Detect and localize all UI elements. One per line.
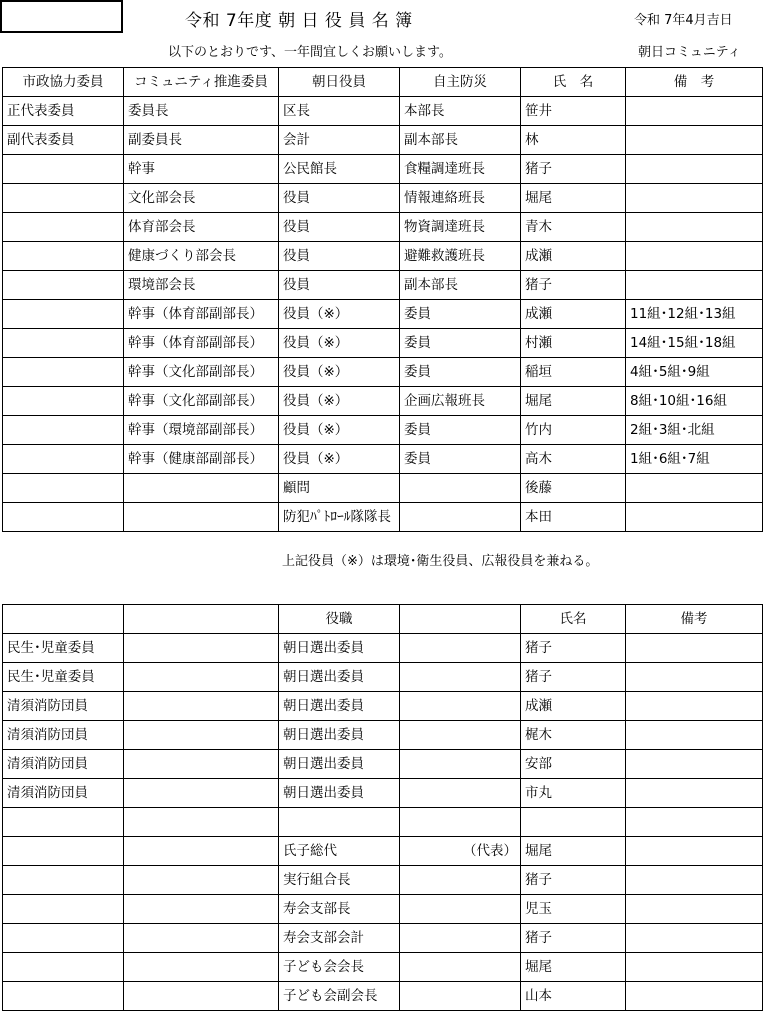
committee-cell: 猪子 (521, 663, 626, 692)
officer-cell: 情報連絡班長 (400, 184, 521, 213)
officer-cell: 役員（※） (279, 445, 400, 474)
committee-cell (3, 953, 124, 982)
issue-date: 令和 7年4月吉日 (634, 13, 733, 28)
committee-cell (3, 837, 124, 866)
committee-cell (124, 634, 279, 663)
officer-cell (626, 474, 763, 503)
officer-cell: 副代表委員 (3, 126, 124, 155)
officer-cell: 青木 (521, 213, 626, 242)
officer-cell: 役員（※） (279, 329, 400, 358)
officer-row (3, 329, 763, 358)
committee-cell: 朝日選出委員 (279, 779, 400, 808)
officer-row (3, 97, 763, 126)
officer-row (3, 474, 763, 503)
officer-cell: 役員（※） (279, 387, 400, 416)
committee-cell: 清須消防団員 (3, 721, 124, 750)
committee-header-cell: 備考 (626, 605, 763, 634)
officer-cell (3, 503, 124, 532)
officer-cell: 役員（※） (279, 358, 400, 387)
committee-cell (626, 924, 763, 953)
officer-cell (3, 387, 124, 416)
committee-cell (626, 692, 763, 721)
committee-cell (626, 634, 763, 663)
officer-cell: 会計 (279, 126, 400, 155)
officer-cell (626, 503, 763, 532)
officer-cell: 成瀬 (521, 300, 626, 329)
page-title: 令和 7年度 朝 日 役 員 名 簿 (185, 11, 413, 31)
committee-cell (626, 866, 763, 895)
officer-cell: 企画広報班長 (400, 387, 521, 416)
officer-row (3, 155, 763, 184)
officer-cell: 区長 (279, 97, 400, 126)
committee-cell (124, 721, 279, 750)
committee-cell: 朝日選出委員 (279, 721, 400, 750)
officer-cell (626, 213, 763, 242)
committee-header-cell: 役職 (279, 605, 400, 634)
blank-label-box (0, 0, 123, 33)
committee-cell (626, 953, 763, 982)
organization-name: 朝日コミュニティ (638, 45, 741, 60)
officer-cell: 食糧調達班長 (400, 155, 521, 184)
officer-cell: 副本部長 (400, 126, 521, 155)
committee-cell (124, 953, 279, 982)
committee-cell (3, 895, 124, 924)
officer-cell: 役員 (279, 271, 400, 300)
committee-cell: 清須消防団員 (3, 692, 124, 721)
committee-row (3, 866, 763, 895)
committee-cell (400, 692, 521, 721)
officer-cell: 猪子 (521, 271, 626, 300)
committee-cell (626, 895, 763, 924)
committee-cell: 児玉 (521, 895, 626, 924)
officer-row (3, 300, 763, 329)
committee-row (3, 953, 763, 982)
committee-row (3, 779, 763, 808)
officer-cell: 体育部会長 (124, 213, 279, 242)
committee-cell: 実行組合長 (279, 866, 400, 895)
officer-cell: 役員（※） (279, 300, 400, 329)
committee-header-cell (400, 605, 521, 634)
officer-header-cell: 備 考 (626, 68, 763, 97)
table-note: 上記役員（※）は環境･衛生役員、広報役員を兼ねる。 (282, 554, 599, 569)
committee-cell (400, 808, 521, 837)
officer-cell (3, 271, 124, 300)
officer-row (3, 126, 763, 155)
officer-cell: 14組･15組･18組 (626, 329, 763, 358)
committee-row (3, 924, 763, 953)
committee-header-cell (3, 605, 124, 634)
committee-cell (124, 750, 279, 779)
committee-cell (400, 837, 521, 866)
officer-cell: 11組･12組･13組 (626, 300, 763, 329)
officer-cell: 防犯ﾊﾟﾄﾛｰﾙ隊隊長 (279, 503, 400, 532)
officer-cell: 幹事（環境部副部長） (124, 416, 279, 445)
officer-row (3, 271, 763, 300)
officer-row (3, 213, 763, 242)
committee-cell: 清須消防団員 (3, 750, 124, 779)
committee-cell (3, 808, 124, 837)
officer-cell: 4組･5組･9組 (626, 358, 763, 387)
committee-cell (124, 895, 279, 924)
officer-cell: 幹事（健康部副部長） (124, 445, 279, 474)
officer-cell: 幹事（文化部副部長） (124, 358, 279, 387)
officer-row (3, 503, 763, 532)
officer-cell: 1組･6組･7組 (626, 445, 763, 474)
officer-row (3, 387, 763, 416)
committee-cell (626, 721, 763, 750)
committee-cell (124, 982, 279, 1011)
officer-cell: 後藤 (521, 474, 626, 503)
committee-cell (400, 924, 521, 953)
officer-cell: 本田 (521, 503, 626, 532)
committee-cell (400, 663, 521, 692)
committee-cell (400, 953, 521, 982)
committee-cell: 梶木 (521, 721, 626, 750)
officer-cell (3, 184, 124, 213)
committee-cell (626, 837, 763, 866)
committee-cell: 子ども会副会長 (279, 982, 400, 1011)
officer-cell: 正代表委員 (3, 97, 124, 126)
committee-cell: 民生･児童委員 (3, 663, 124, 692)
committee-cell (124, 779, 279, 808)
officer-header-cell: 自主防災 (400, 68, 521, 97)
officer-cell: 2組･3組･北組 (626, 416, 763, 445)
committee-cell: 朝日選出委員 (279, 750, 400, 779)
officer-cell: 成瀬 (521, 242, 626, 271)
officer-cell: 幹事（体育部副部長） (124, 329, 279, 358)
committee-cell: 猪子 (521, 924, 626, 953)
officer-row (3, 445, 763, 474)
committee-cell (3, 924, 124, 953)
officer-cell (400, 474, 521, 503)
page-subtitle: 以下のとおりです、一年間宜しくお願いします。 (168, 45, 452, 60)
officer-cell: 委員 (400, 329, 521, 358)
committee-cell: 民生･児童委員 (3, 634, 124, 663)
committee-row (3, 837, 763, 866)
officer-cell: 副本部長 (400, 271, 521, 300)
officer-cell: 堀尾 (521, 387, 626, 416)
committee-cell: 寿会支部会計 (279, 924, 400, 953)
committee-cell (400, 866, 521, 895)
committee-cell (124, 837, 279, 866)
officer-header-cell: コミュニティ推進委員 (124, 68, 279, 97)
officer-cell: 委員 (400, 445, 521, 474)
officer-cell (124, 503, 279, 532)
committee-row (3, 721, 763, 750)
officer-cell (3, 300, 124, 329)
committee-cell: 子ども会会長 (279, 953, 400, 982)
committee-cell: 堀尾 (521, 953, 626, 982)
committee-cell (124, 808, 279, 837)
officer-header-cell: 市政協力委員 (3, 68, 124, 97)
officer-cell: 堀尾 (521, 184, 626, 213)
officer-header-cell: 朝日役員 (279, 68, 400, 97)
committee-cell: 朝日選出委員 (279, 634, 400, 663)
committee-cell: 猪子 (521, 866, 626, 895)
committee-row (3, 982, 763, 1011)
committee-cell (626, 982, 763, 1011)
representative-tag: （代表） (463, 843, 517, 859)
committee-roster-table (2, 604, 763, 1011)
committee-cell (400, 721, 521, 750)
officer-cell: 高木 (521, 445, 626, 474)
officer-cell (626, 126, 763, 155)
officer-cell: 公民館長 (279, 155, 400, 184)
committee-cell (3, 866, 124, 895)
committee-cell: 市丸 (521, 779, 626, 808)
officer-row (3, 358, 763, 387)
committee-cell (3, 982, 124, 1011)
committee-cell (124, 866, 279, 895)
committee-header-row (3, 605, 763, 634)
officer-cell (626, 97, 763, 126)
officer-cell: 健康づくり部会長 (124, 242, 279, 271)
committee-cell: 氏子総代 (279, 837, 400, 866)
officer-cell: 本部長 (400, 97, 521, 126)
officer-cell (626, 271, 763, 300)
committee-header-cell (124, 605, 279, 634)
officer-cell: 幹事（体育部副部長） (124, 300, 279, 329)
officer-cell (3, 358, 124, 387)
committee-row (3, 750, 763, 779)
committee-row (3, 663, 763, 692)
committee-cell: 朝日選出委員 (279, 663, 400, 692)
officer-cell (3, 329, 124, 358)
committee-row (3, 808, 763, 837)
committee-cell (124, 692, 279, 721)
committee-cell (626, 779, 763, 808)
committee-cell (626, 663, 763, 692)
committee-cell: 山本 (521, 982, 626, 1011)
officer-roster-table (2, 67, 763, 532)
officer-cell (626, 155, 763, 184)
officer-cell: 笹井 (521, 97, 626, 126)
committee-cell: 朝日選出委員 (279, 692, 400, 721)
committee-cell (521, 808, 626, 837)
officer-cell: 物資調達班長 (400, 213, 521, 242)
officer-header-cell: 氏 名 (521, 68, 626, 97)
officer-cell: 幹事（文化部副部長） (124, 387, 279, 416)
officer-row (3, 242, 763, 271)
committee-header-cell: 氏名 (521, 605, 626, 634)
officer-cell (3, 213, 124, 242)
committee-cell (124, 924, 279, 953)
committee-row (3, 634, 763, 663)
officer-cell (124, 474, 279, 503)
officer-cell: 役員（※） (279, 416, 400, 445)
officer-row (3, 416, 763, 445)
officer-cell: 幹事 (124, 155, 279, 184)
officer-cell: 林 (521, 126, 626, 155)
officer-header-row (3, 68, 763, 97)
officer-cell: 委員 (400, 358, 521, 387)
committee-cell (626, 750, 763, 779)
officer-row (3, 184, 763, 213)
officer-cell: 副委員長 (124, 126, 279, 155)
committee-cell: 清須消防団員 (3, 779, 124, 808)
officer-cell (3, 416, 124, 445)
officer-cell (400, 503, 521, 532)
officer-cell: 役員 (279, 213, 400, 242)
committee-row (3, 692, 763, 721)
committee-row (3, 895, 763, 924)
committee-cell: 猪子 (521, 634, 626, 663)
committee-cell (279, 808, 400, 837)
officer-cell (626, 242, 763, 271)
committee-cell: 安部 (521, 750, 626, 779)
officer-cell: 委員 (400, 416, 521, 445)
officer-cell: 文化部会長 (124, 184, 279, 213)
committee-cell: 堀尾 (521, 837, 626, 866)
officer-cell: 村瀬 (521, 329, 626, 358)
officer-cell (3, 474, 124, 503)
committee-cell (626, 808, 763, 837)
officer-cell: 役員 (279, 242, 400, 271)
committee-cell (124, 663, 279, 692)
officer-cell: 委員長 (124, 97, 279, 126)
officer-cell (3, 242, 124, 271)
officer-cell: 8組･10組･16組 (626, 387, 763, 416)
officer-cell: 稲垣 (521, 358, 626, 387)
officer-cell: 猪子 (521, 155, 626, 184)
officer-cell (3, 445, 124, 474)
committee-cell (400, 750, 521, 779)
officer-cell (626, 184, 763, 213)
officer-cell: 環境部会長 (124, 271, 279, 300)
officer-cell: 避難救護班長 (400, 242, 521, 271)
officer-cell: 役員 (279, 184, 400, 213)
committee-cell (400, 634, 521, 663)
officer-cell (3, 155, 124, 184)
officer-cell: 竹内 (521, 416, 626, 445)
committee-cell (400, 895, 521, 924)
committee-cell: 寿会支部長 (279, 895, 400, 924)
committee-cell (400, 779, 521, 808)
officer-cell: 顧問 (279, 474, 400, 503)
officer-cell: 委員 (400, 300, 521, 329)
committee-cell (400, 982, 521, 1011)
committee-cell: 成瀬 (521, 692, 626, 721)
